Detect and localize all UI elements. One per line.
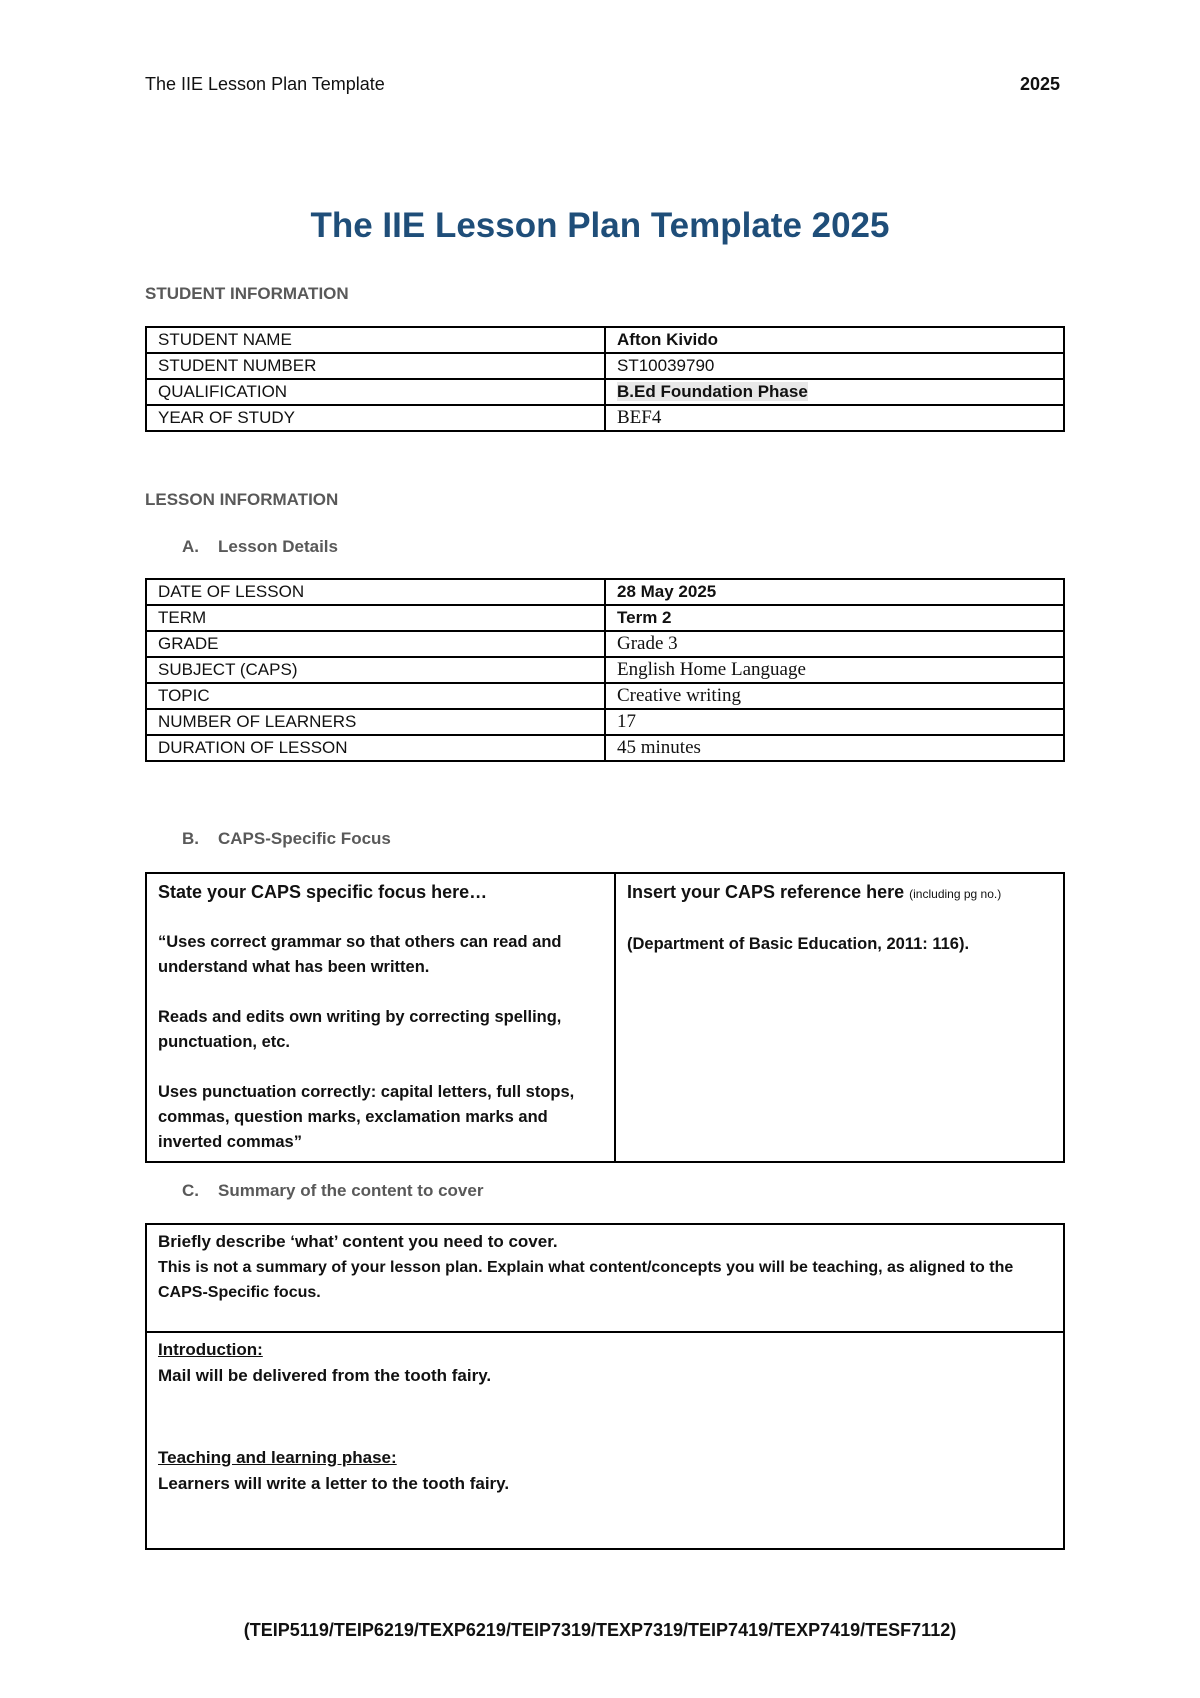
table-label: DURATION OF LESSON: [146, 735, 605, 761]
table-value: Grade 3: [605, 631, 1064, 657]
table-row: [146, 1332, 1064, 1549]
summary-instruction-detail: This is not a summary of your lesson plan. Explain what content/concepts you will be teaching, as aligned to the CAPS-Specific focus.: [158, 1259, 1014, 1301]
section-title: Summary of the content to cover: [218, 1181, 484, 1200]
table-value: 28 May 2025: [605, 579, 1064, 605]
table-value: Afton Kivido: [605, 327, 1064, 353]
table-row: [146, 709, 1064, 735]
caps-focus-statement: Uses punctuation correctly: capital letters, full stops, commas, question marks, exclamation marks and inverted commas”: [158, 1083, 575, 1151]
caps-focus-statement: “Uses correct grammar so that others can read and understand what has been written.: [158, 933, 562, 976]
student-information-table: [145, 326, 1065, 432]
section-title: CAPS-Specific Focus: [218, 829, 391, 848]
table-value-cell: [605, 379, 1064, 405]
table-row: [146, 683, 1064, 709]
running-header-year: 2025: [1020, 74, 1061, 94]
table-label: QUALIFICATION: [146, 379, 605, 405]
introduction-heading: Introduction:: [158, 1340, 263, 1359]
teaching-phase-heading: Teaching and learning phase:: [158, 1448, 397, 1467]
table-row: [146, 579, 1064, 605]
table-row: [146, 735, 1064, 761]
table-label: STUDENT NUMBER: [146, 353, 605, 379]
table-row: [146, 353, 1064, 379]
caps-focus-statement: Reads and edits own writing by correcting spelling, punctuation, etc.: [158, 1008, 562, 1051]
table-label: TERM: [146, 605, 605, 631]
table-row: [146, 873, 1064, 1162]
table-row: [146, 657, 1064, 683]
table-label: NUMBER OF LEARNERS: [146, 709, 605, 735]
table-value: B.Ed Foundation Phase: [617, 382, 808, 401]
table-row: [146, 605, 1064, 631]
table-label: TOPIC: [146, 683, 605, 709]
table-value: ST10039790: [605, 353, 1064, 379]
teaching-phase-text: Learners will write a letter to the tooth fairy.: [158, 1474, 510, 1493]
running-header-left: The IIE Lesson Plan Template: [145, 74, 385, 94]
summary-table: [145, 1223, 1065, 1550]
caps-reference-prompt-text: Insert your CAPS reference here: [627, 882, 905, 902]
caps-reference-prompt: [627, 880, 1052, 907]
summary-instruction: Briefly describe ‘what’ content you need to cover.: [158, 1232, 558, 1251]
caps-focus-heading: [182, 829, 391, 849]
table-row: [146, 327, 1064, 353]
section-letter: B.: [182, 829, 199, 848]
page-title: The IIE Lesson Plan Template 2025: [310, 206, 890, 245]
lesson-details-heading: [182, 537, 338, 557]
table-row: [146, 379, 1064, 405]
table-row: [146, 1224, 1064, 1332]
table-label: DATE OF LESSON: [146, 579, 605, 605]
table-value: Term 2: [605, 605, 1064, 631]
table-label: YEAR OF STUDY: [146, 405, 605, 431]
table-label: GRADE: [146, 631, 605, 657]
introduction-text: Mail will be delivered from the tooth fairy.: [158, 1366, 492, 1385]
summary-content-cell: [146, 1332, 1064, 1549]
module-codes-footer: (TEIP5119/TEIP6219/TEXP6219/TEIP7319/TEXP7319/TEIP7419/TEXP7419/TESF7112): [243, 1620, 957, 1640]
section-letter: A.: [182, 537, 199, 556]
table-value: 17: [605, 709, 1064, 735]
table-value: Creative writing: [605, 683, 1064, 709]
caps-focus-cell: [146, 873, 615, 1162]
summary-instruction-cell: [146, 1224, 1064, 1332]
table-value: 45 minutes: [605, 735, 1064, 761]
table-label: SUBJECT (CAPS): [146, 657, 605, 683]
table-value: BEF4: [605, 405, 1064, 431]
section-letter: C.: [182, 1181, 199, 1200]
summary-heading: [182, 1181, 483, 1201]
student-information-heading: STUDENT INFORMATION: [145, 284, 349, 303]
section-title: Lesson Details: [218, 537, 338, 556]
caps-reference-prompt-note: (including pg no.): [909, 887, 1002, 901]
table-value: English Home Language: [605, 657, 1064, 683]
table-label: STUDENT NAME: [146, 327, 605, 353]
caps-focus-prompt: State your CAPS specific focus here…: [158, 882, 488, 902]
lesson-details-table: [145, 578, 1065, 762]
caps-reference-cell: [615, 873, 1064, 1162]
table-row: [146, 405, 1064, 431]
table-row: [146, 631, 1064, 657]
lesson-information-heading: LESSON INFORMATION: [145, 490, 339, 509]
caps-focus-table: [145, 872, 1065, 1163]
caps-reference-text: (Department of Basic Education, 2011: 116).: [627, 935, 970, 953]
